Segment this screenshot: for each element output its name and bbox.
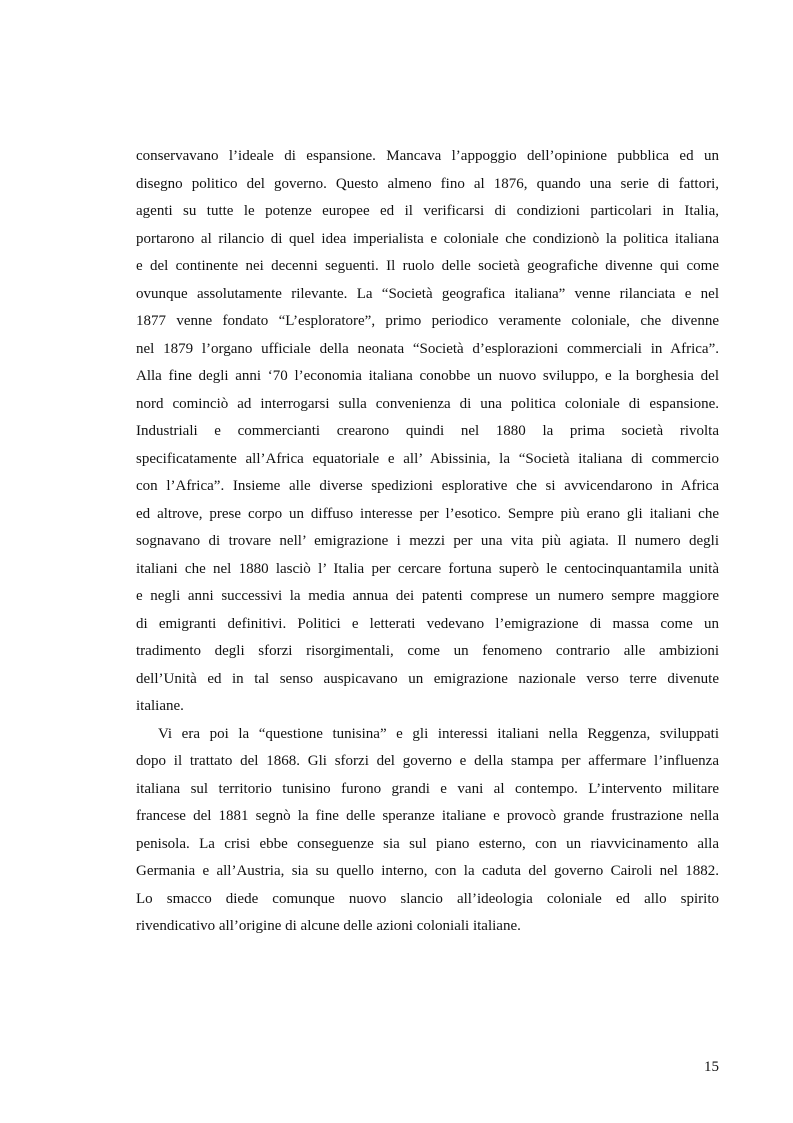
text-line: 1877 venne fondato “L’esploratore”, primo periodico veramente coloniale, che divenne (136, 313, 719, 329)
text-line: ovunque assolutamente rilevante. La “Società geografica italiana” venne rilanciata e nel (136, 285, 719, 302)
text-line: portarono al rilancio di quel idea imperialista e coloniale che condizionò la politica italiana (136, 230, 719, 247)
text-line: con l’Africa”. Insieme alle diverse spedizioni esplorative che si avvicendarono in Africa (136, 478, 719, 494)
body-text (136, 143, 719, 941)
text-line: di emigranti definitivi. Politici e letterati vedevano l’emigrazione di massa come un (136, 615, 719, 632)
text-line: Lo smacco diede comunque nuovo slancio all’ideologia coloniale ed allo spirito (136, 890, 719, 907)
text-line: disegno politico del governo. Questo almeno fino al 1876, quando una serie di fattori, (136, 175, 719, 192)
text-line: e del continente nei decenni seguenti. Il ruolo delle società geografiche divenne qui come (136, 258, 719, 274)
paragraph-1 (136, 143, 719, 721)
text-line: italiane. (136, 698, 184, 714)
text-line: conservavano l’ideale di espansione. Mancava l’appoggio dell’opinione pubblica ed un (136, 148, 719, 164)
text-line: Industriali e commercianti crearono quindi nel 1880 la prima società rivolta (136, 423, 719, 439)
text-line: dell’Unità ed in tal senso auspicavano un emigrazione nazionale verso terre divenute (136, 670, 719, 687)
text-line: sognavano di trovare nell’ emigrazione i mezzi per una vita più agiata. Il numero degli (136, 533, 719, 549)
text-line: nel 1879 l’organo ufficiale della neonata “Società d’esplorazioni commerciali in Africa”. (136, 340, 719, 357)
page-number: 15 (704, 1059, 719, 1075)
text-line: dopo il trattato del 1868. Gli sforzi del governo e della stampa per affermare l’influenza (136, 753, 719, 769)
text-line: rivendicativo all’origine di alcune delle azioni coloniali italiane. (136, 918, 521, 934)
text-line: Alla fine degli anni ‘70 l’economia italiana conobbe un nuovo sviluppo, e la borghesia del (136, 368, 719, 384)
text-line: nord cominciò ad interrogarsi sulla convenienza di una politica coloniale di espansione. (136, 395, 719, 412)
paragraph-2 (136, 721, 719, 941)
text-line: agenti su tutte le potenze europee ed il verificarsi di condizioni particolari in Italia, (136, 203, 719, 219)
text-line: italiana sul territorio tunisino furono grandi e vani al contempo. L’intervento militare (136, 780, 719, 797)
text-line: specificatamente all’Africa equatoriale e all’ Abissinia, la “Società italiana di commercio (136, 450, 719, 467)
text-line: penisola. La crisi ebbe conseguenze sia sul piano esterno, con un riavvicinamento alla (136, 835, 719, 852)
text-line: e negli anni successivi la media annua dei patenti comprese un numero sempre maggiore (136, 588, 719, 604)
text-line: ed altrove, prese corpo un diffuso interesse per l’esotico. Sempre più erano gli italiani che (136, 505, 719, 522)
text-line: italiani che nel 1880 lasciò l’ Italia per cercare fortuna superò le centocinquantamila unità (136, 560, 719, 577)
text-line: Vi era poi la “questione tunisina” e gli interessi italiani nella Reggenza, sviluppati (158, 725, 719, 742)
text-line: tradimento degli sforzi risorgimentali, come un fenomeno contrario alle ambizioni (136, 643, 719, 659)
text-line: Germania e all’Austria, sia su quello interno, con la caduta del governo Cairoli nel 1882. (136, 863, 719, 879)
text-line: francese del 1881 segnò la fine delle speranze italiane e provocò grande frustrazione nella (136, 808, 719, 824)
